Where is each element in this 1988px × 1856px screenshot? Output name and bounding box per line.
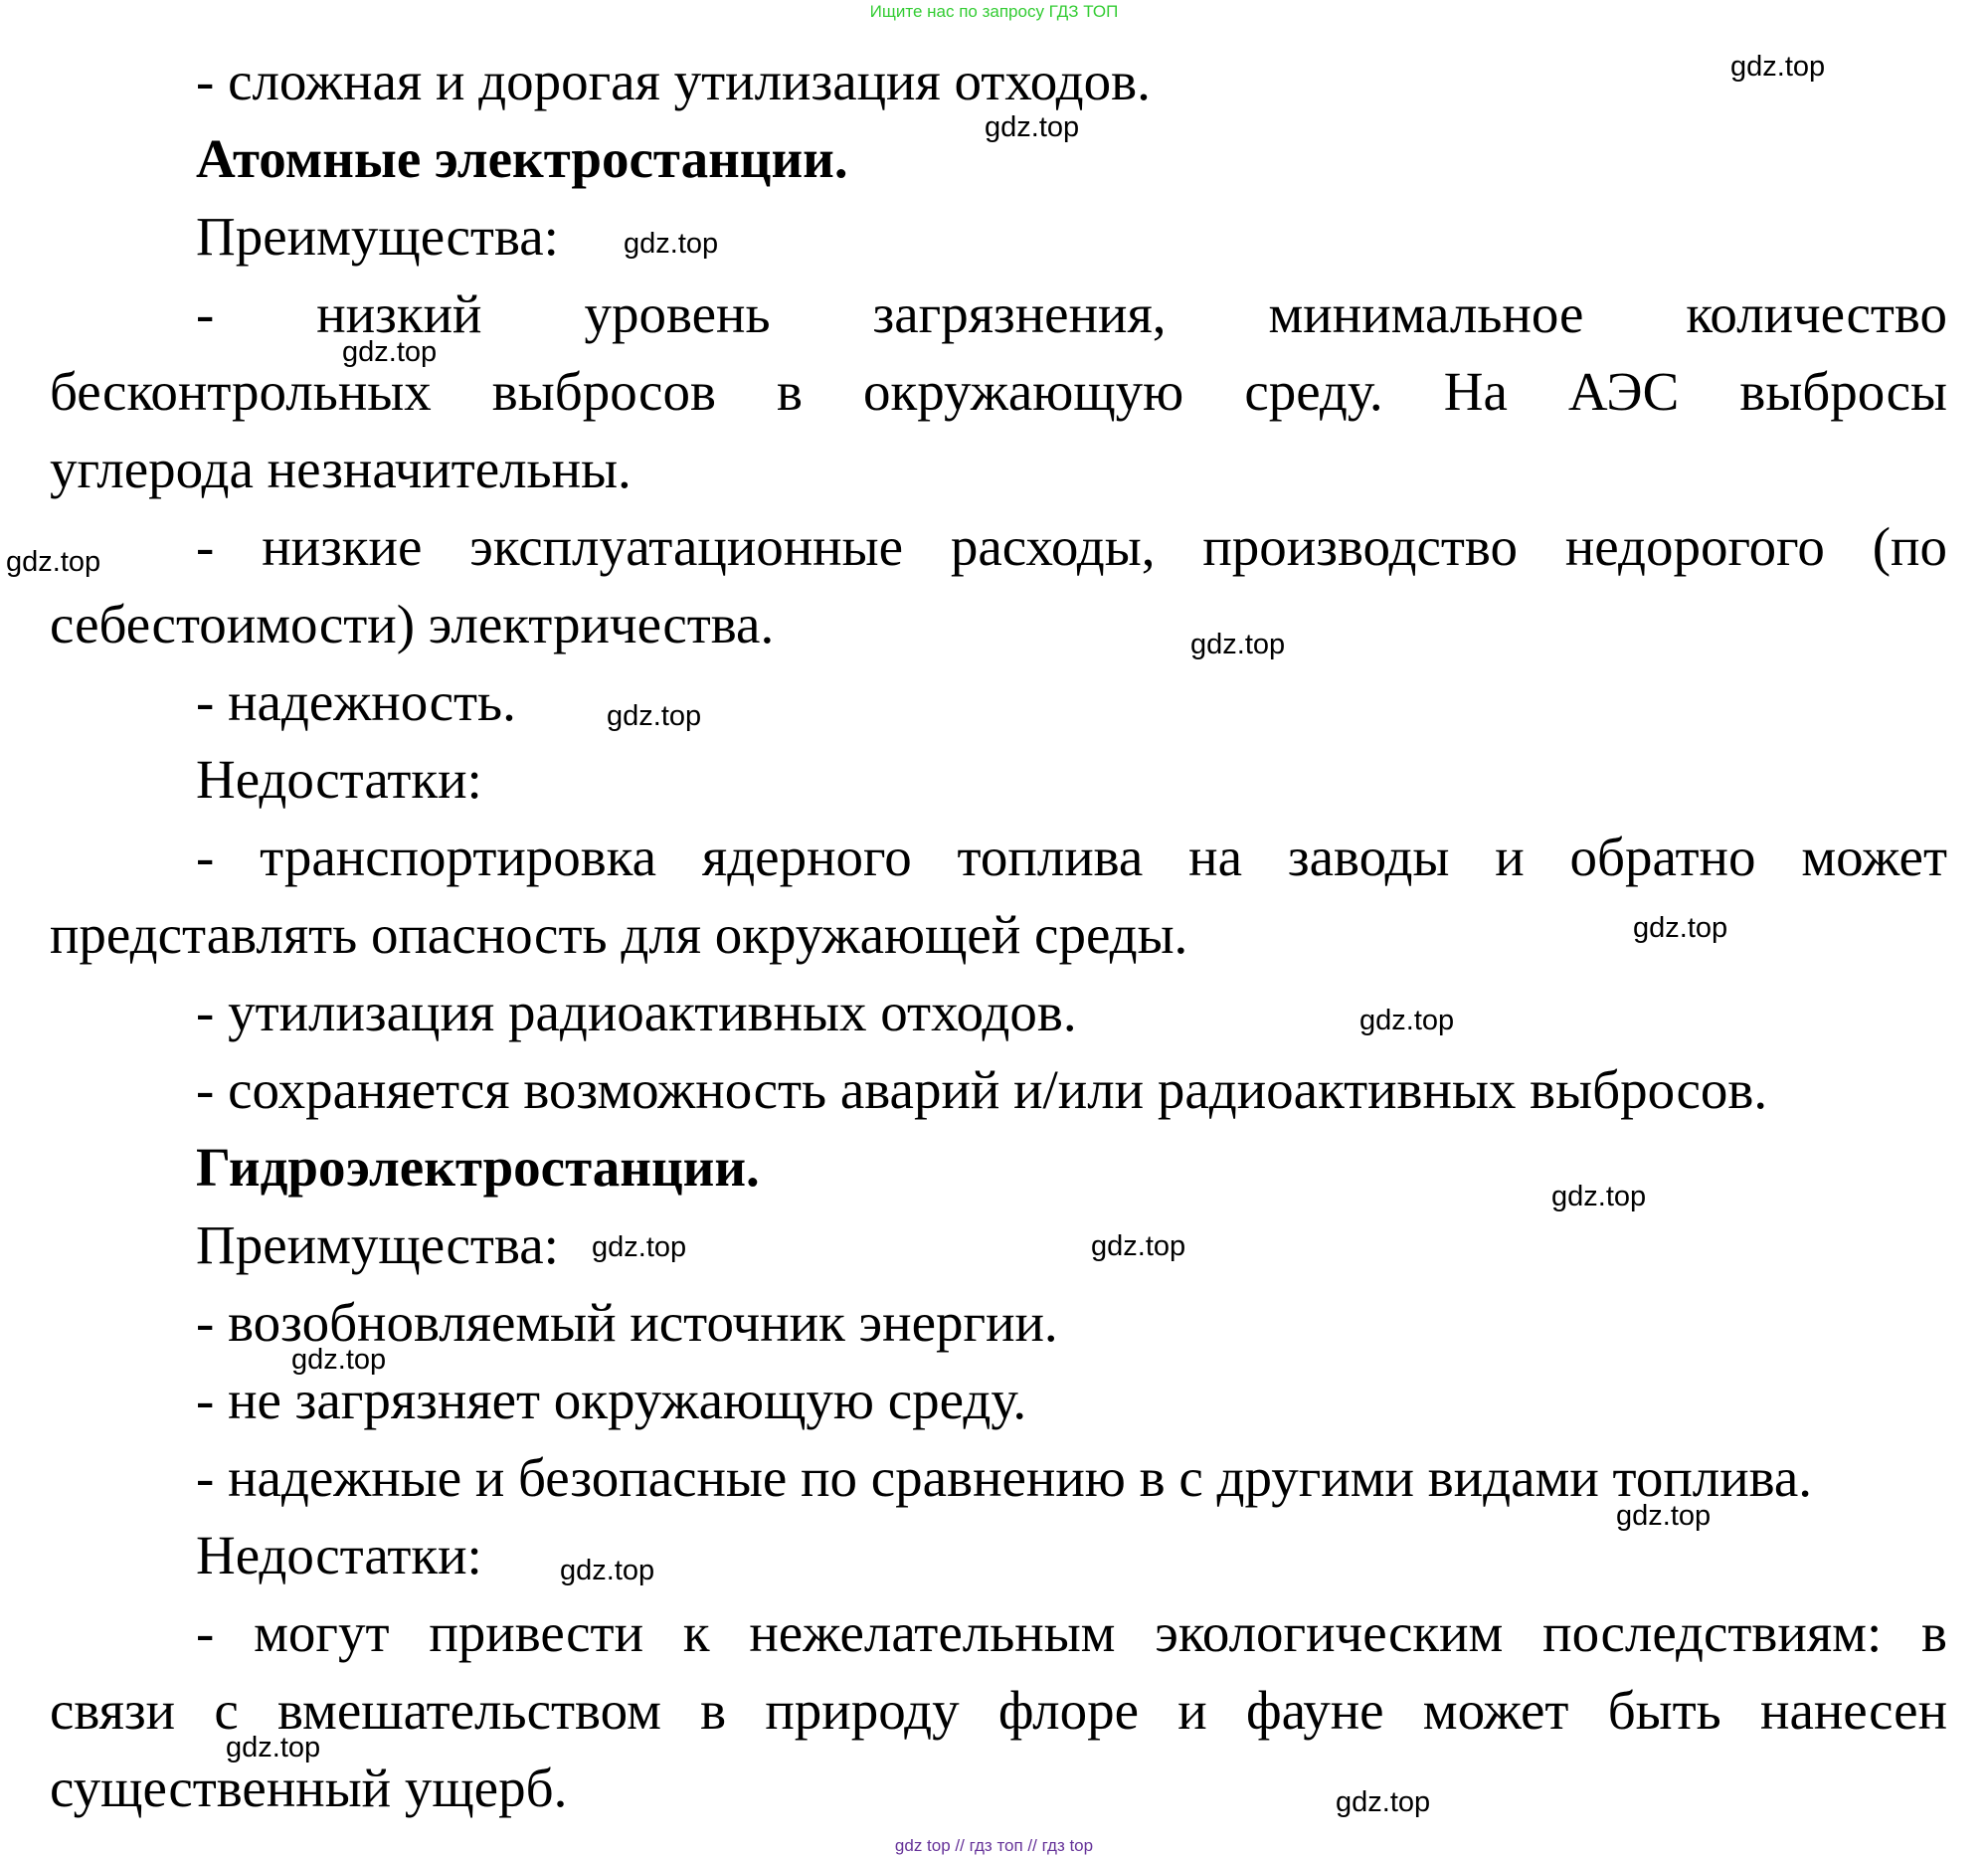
watermark: gdz.top [1616, 1500, 1712, 1532]
watermark: gdz.top [6, 546, 101, 578]
text-line: - могут привести к нежелательным экологическим последствиям: в [196, 1602, 1947, 1663]
text-line: - не загрязняет окружающую среду. [196, 1370, 1027, 1430]
text-line: себестоимости) электричества. [50, 594, 775, 654]
text-line: - возобновляемый источник энергии. [196, 1292, 1058, 1353]
watermark: gdz.top [624, 228, 719, 260]
watermark: gdz.top [291, 1344, 387, 1376]
text-line: связи с вмешательством в природу флоре и фауне может быть нанесен [50, 1680, 1947, 1741]
watermark: gdz.top [342, 336, 438, 368]
watermark: gdz.top [607, 700, 702, 732]
text-line: - утилизация радиоактивных отходов. [196, 982, 1077, 1042]
watermark: gdz.top [226, 1732, 321, 1763]
text-line: - транспортировка ядерного топлива на заводы и обратно может [196, 827, 1947, 887]
subheading-disadvantages: Недостатки: [196, 1525, 482, 1585]
subheading-advantages: Преимущества: [196, 206, 559, 267]
watermark: gdz.top [1730, 51, 1826, 83]
watermark: gdz.top [1190, 629, 1286, 660]
text-line: углерода незначительны. [50, 439, 632, 499]
subheading-advantages: Преимущества: [196, 1214, 559, 1275]
top-banner: Ищите нас по запросу ГДЗ ТОП [869, 2, 1119, 21]
section-heading-hydro: Гидроэлектростанции. [196, 1137, 760, 1198]
text-line: - сохраняется возможность аварий и/или радиоактивных выбросов. [196, 1059, 1768, 1120]
text-line: бесконтрольных выбросов в окружающую среду. На АЭС выбросы [50, 361, 1947, 422]
text-line: - надежность. [196, 671, 516, 732]
text-line: - низкий уровень загрязнения, минимальное количество [196, 283, 1947, 344]
subheading-disadvantages: Недостатки: [196, 749, 482, 810]
watermark: gdz.top [1091, 1230, 1186, 1262]
watermark: gdz.top [560, 1555, 655, 1586]
watermark: gdz.top [1633, 912, 1728, 944]
text-line: существенный ущерб. [50, 1758, 568, 1818]
watermark: gdz.top [592, 1231, 687, 1263]
watermark: gdz.top [1551, 1181, 1647, 1212]
watermark: gdz.top [985, 111, 1080, 143]
text-line: - низкие эксплуатационные расходы, производство недорогого (по [196, 516, 1947, 577]
footer-links: gdz top // гдз топ // гдз top [894, 1836, 1094, 1855]
text-line: - надежные и безопасные по сравнению в с другими видами топлива. [196, 1447, 1813, 1508]
watermark: gdz.top [1336, 1786, 1431, 1818]
text-line: представлять опасность для окружающей среды. [50, 904, 1188, 965]
text-line: - сложная и дорогая утилизация отходов. [196, 51, 1151, 111]
section-heading-nuclear: Атомные электростанции. [196, 128, 848, 189]
watermark: gdz.top [1359, 1005, 1455, 1036]
